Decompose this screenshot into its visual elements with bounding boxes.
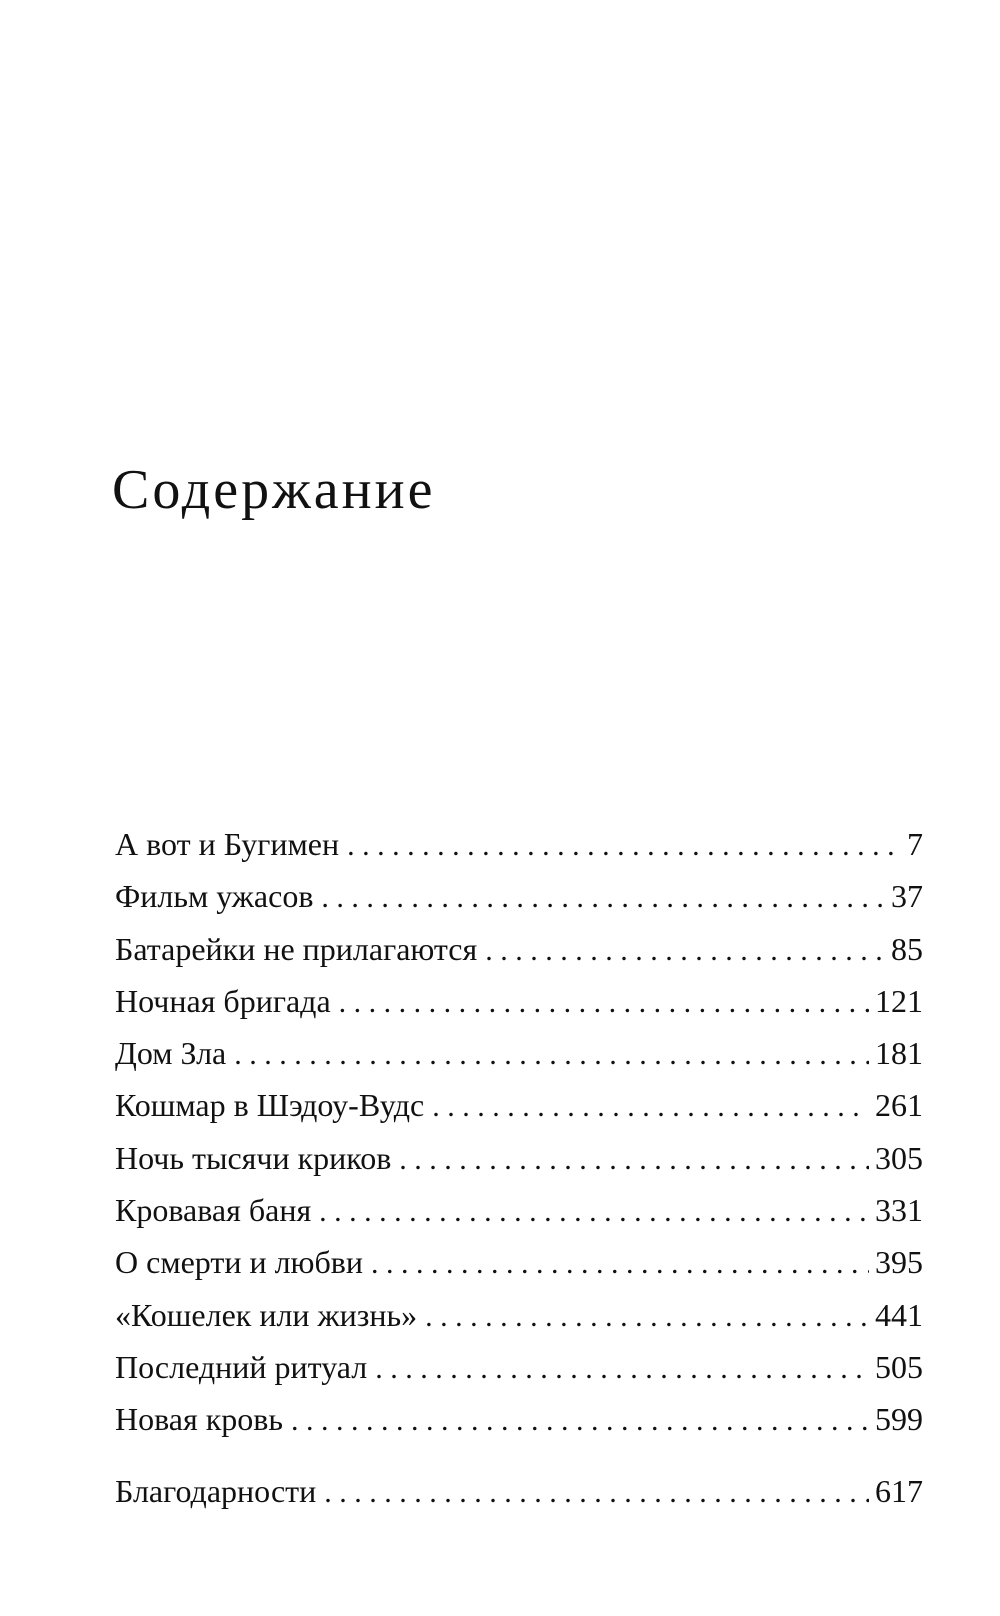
dot-leader — [319, 1197, 869, 1227]
toc-entry-page: 599 — [875, 1401, 923, 1438]
toc-back-matter — [115, 1475, 923, 1527]
toc-entry-page: 441 — [875, 1296, 923, 1333]
toc-entry-title: Последний ритуал — [115, 1348, 368, 1385]
dot-leader — [324, 1478, 869, 1508]
toc-entry — [115, 1194, 923, 1246]
toc-entry — [115, 1403, 923, 1455]
toc-entry — [115, 930, 923, 985]
dot-leader — [321, 883, 885, 913]
toc-entry — [115, 1296, 923, 1351]
toc-entry-title: Батарейки не прилагаются — [115, 930, 478, 967]
toc-entry-title: Благодарности — [115, 1473, 317, 1509]
dot-leader — [234, 1040, 869, 1070]
toc-entry-page: 37 — [891, 878, 923, 915]
dot-leader — [399, 1145, 869, 1175]
toc-entry-title: Ночь тысячи криков — [115, 1139, 392, 1176]
toc-entry-acknowledgements — [115, 1475, 923, 1527]
toc-entry-page: 261 — [875, 1087, 923, 1124]
toc-entry-title: Фильм ужасов — [115, 878, 314, 915]
toc-entry-title: Дом Зла — [115, 1035, 227, 1072]
toc-entry — [115, 1246, 923, 1298]
toc-entry-title: Кровавая баня — [115, 1192, 312, 1229]
toc-entry-page: 617 — [875, 1473, 923, 1509]
dot-leader — [485, 936, 885, 966]
dot-leader — [375, 1354, 869, 1384]
toc-entry-title: Кошмар в Шэдоу-Вудс — [115, 1087, 425, 1124]
dot-leader — [291, 1406, 869, 1436]
dot-leader — [371, 1249, 869, 1279]
dot-leader — [347, 831, 901, 861]
toc-entry-title: А вот и Бугимен — [115, 826, 340, 862]
dot-leader — [339, 988, 869, 1018]
toc-entry-title: «Кошелек или жизнь» — [115, 1296, 418, 1333]
toc-entry-title: Новая кровь — [115, 1401, 283, 1438]
toc-entry — [115, 828, 923, 880]
toc-entry-title: Ночная бригада — [115, 982, 331, 1019]
toc-entry-page: 331 — [875, 1192, 923, 1229]
toc-entry — [115, 1037, 923, 1089]
toc-entry — [115, 1139, 923, 1194]
toc-entry-page: 85 — [891, 930, 923, 967]
toc-entry-page: 395 — [875, 1244, 923, 1281]
dot-leader — [432, 1092, 869, 1122]
toc-entry-page: 121 — [875, 982, 923, 1019]
toc-entry — [115, 1089, 923, 1141]
toc-entry-page: 7 — [907, 826, 923, 862]
toc-entry-page: 505 — [875, 1348, 923, 1385]
table-of-contents — [115, 828, 923, 1456]
toc-entry-page: 305 — [875, 1139, 923, 1176]
toc-entry — [115, 1348, 923, 1403]
page-title: Содержание — [112, 459, 436, 521]
dot-leader — [425, 1302, 869, 1332]
toc-entry — [115, 982, 923, 1037]
toc-entry-title: О смерти и любви — [115, 1244, 363, 1281]
toc-entry — [115, 880, 923, 932]
toc-entry-page: 181 — [875, 1035, 923, 1072]
